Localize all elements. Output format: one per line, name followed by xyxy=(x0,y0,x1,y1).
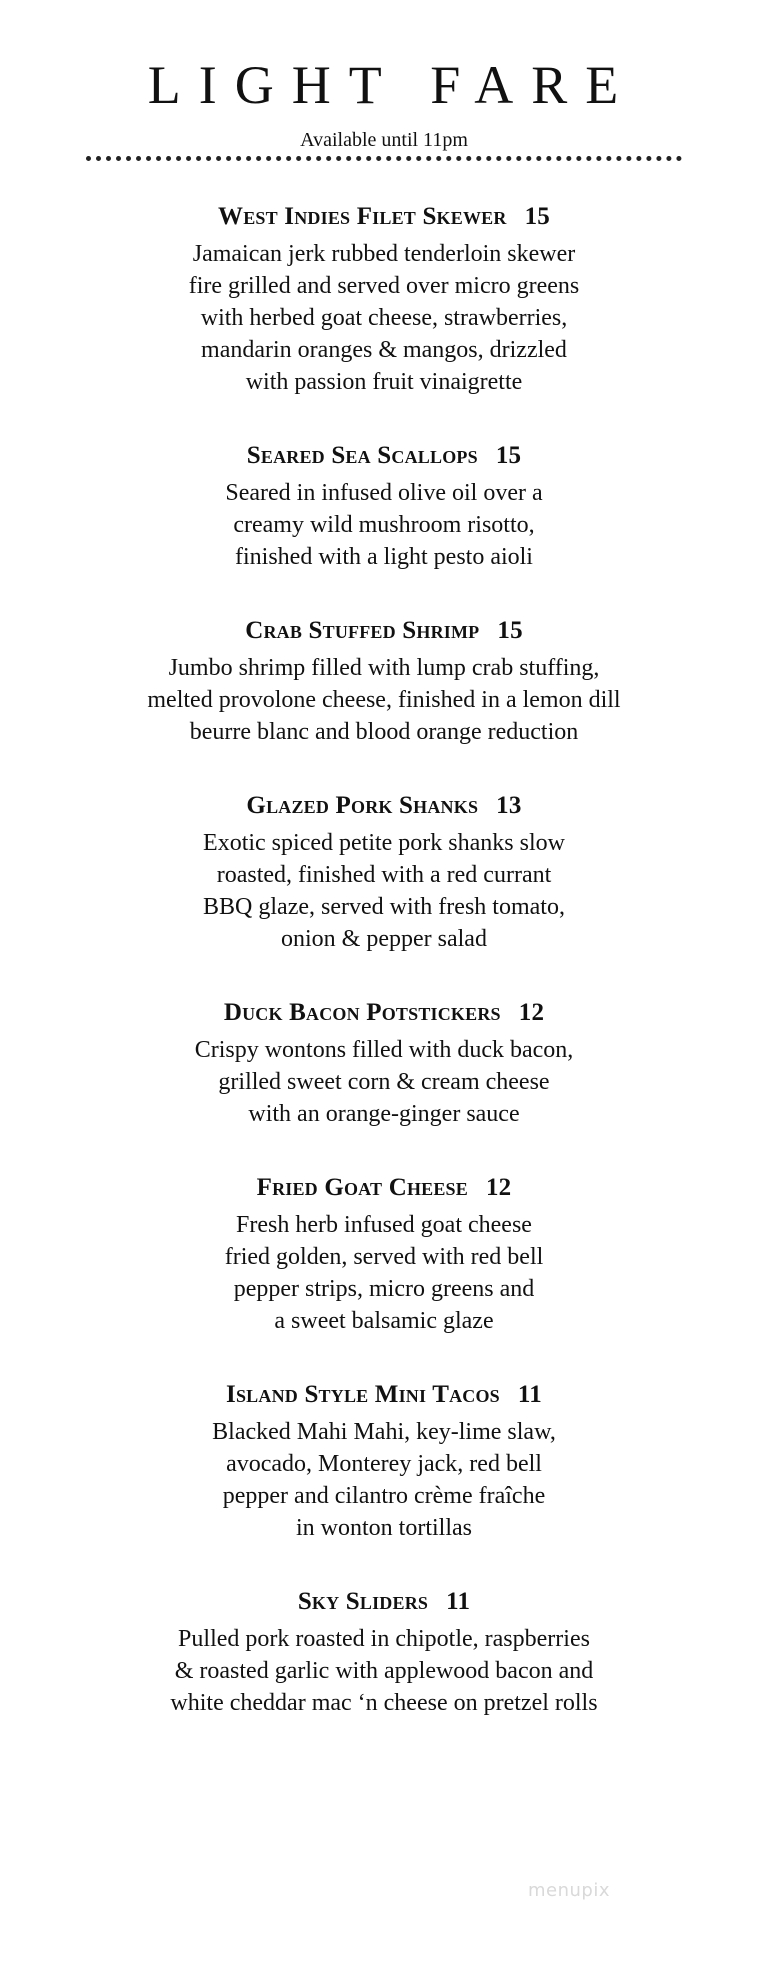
menu-item-description xyxy=(0,1209,768,1337)
menu-item-heading xyxy=(0,1171,768,1205)
description-line: beurre blanc and blood orange reduction xyxy=(189,719,579,745)
description-line: onion & pepper salad xyxy=(281,926,487,952)
description-line: in wonton tortillas xyxy=(296,1515,472,1541)
description-line: avocado, Monterey jack, red bell xyxy=(226,1451,542,1477)
menu-item-price: 15 xyxy=(495,442,522,469)
menu-item-description xyxy=(0,1623,768,1719)
description-line: Fresh herb infused goat cheese xyxy=(236,1212,532,1238)
description-line: Crispy wontons filled with duck bacon, xyxy=(194,1037,574,1063)
menu-item-name: West Indies Filet Skewer xyxy=(218,203,507,230)
description-line: BBQ glaze, served with fresh tomato, xyxy=(203,894,565,920)
menu-item-price: 15 xyxy=(524,203,550,230)
menu-item-price: 12 xyxy=(485,1174,512,1201)
description-line: with an orange-ginger sauce xyxy=(248,1101,520,1127)
menu-item-heading xyxy=(0,1585,768,1619)
menu-item-description xyxy=(0,652,768,748)
description-line: pepper strips, micro greens and xyxy=(233,1276,535,1302)
menu-item-price: 11 xyxy=(517,1381,542,1408)
menu-item-price: 11 xyxy=(446,1588,471,1615)
menu-item xyxy=(0,789,768,955)
menu-item-heading xyxy=(0,1378,768,1412)
menu-item xyxy=(0,614,768,748)
menu-item xyxy=(0,200,768,398)
menu-item-price: 12 xyxy=(518,999,545,1026)
menu-item-price: 15 xyxy=(497,617,523,644)
description-line: Jamaican jerk rubbed tenderloin skewer xyxy=(192,241,576,267)
description-line: with passion fruit vinaigrette xyxy=(245,369,523,395)
menu-item xyxy=(0,1378,768,1544)
menu-item-description xyxy=(0,238,768,398)
menu-item-description xyxy=(0,1034,768,1130)
description-line: with herbed goat cheese, strawberries, xyxy=(200,305,568,331)
menu-item-name: Fried Goat Cheese xyxy=(256,1174,468,1201)
menu-item-name: Duck Bacon Potstickers xyxy=(223,999,501,1026)
menu-item-heading xyxy=(0,614,768,648)
description-line: fire grilled and served over micro greens xyxy=(188,273,580,299)
menu-header xyxy=(0,55,768,151)
menu-item-name: Seared Sea Scallops xyxy=(246,442,478,469)
menu-item-name: Glazed Pork Shanks xyxy=(246,792,479,819)
watermark: menupix xyxy=(528,1880,611,1901)
menu-item-heading xyxy=(0,439,768,473)
description-line: Blacked Mahi Mahi, key-lime slaw, xyxy=(212,1419,556,1445)
menu-item-name: Island Style Mini Tacos xyxy=(226,1381,500,1408)
description-line: mandarin oranges & mangos, drizzled xyxy=(201,337,567,363)
menu-item xyxy=(0,439,768,573)
description-line: melted provolone cheese, finished in a lemon dill xyxy=(147,687,621,713)
dotted-divider xyxy=(86,156,682,161)
description-line: white cheddar mac ‘n cheese on pretzel rolls xyxy=(170,1690,598,1716)
menu-item-name: Crab Stuffed Shrimp xyxy=(245,617,480,644)
description-line: Jumbo shrimp filled with lump crab stuffing, xyxy=(168,655,600,681)
description-line: Pulled pork roasted in chipotle, raspberries xyxy=(178,1626,590,1652)
menu-item xyxy=(0,1171,768,1337)
description-line: & roasted garlic with applewood bacon and xyxy=(174,1658,594,1684)
menu-item-description xyxy=(0,1416,768,1544)
description-line: pepper and cilantro crème fraîche xyxy=(222,1483,546,1509)
menu-item-heading xyxy=(0,996,768,1030)
description-line: finished with a light pesto aioli xyxy=(235,544,533,570)
description-line: roasted, finished with a red currant xyxy=(216,862,552,888)
menu-item-price: 13 xyxy=(496,792,522,819)
menu-item-name: Sky Sliders xyxy=(297,1588,429,1615)
description-line: Seared in infused olive oil over a xyxy=(225,480,543,506)
description-line: fried golden, served with red bell xyxy=(224,1244,544,1270)
availability-note: Available until 11pm xyxy=(300,129,468,151)
page-title: LIGHT FARE xyxy=(147,55,637,115)
description-line: grilled sweet corn & cream cheese xyxy=(218,1069,550,1095)
menu-item-heading xyxy=(0,200,768,234)
description-line: a sweet balsamic glaze xyxy=(274,1308,494,1334)
menu-item-description xyxy=(0,827,768,955)
menu-item xyxy=(0,1585,768,1719)
description-line: creamy wild mushroom risotto, xyxy=(233,512,535,538)
menu-item-heading xyxy=(0,789,768,823)
menu-item-list xyxy=(0,200,768,1760)
menu-item-description xyxy=(0,477,768,573)
menu-item xyxy=(0,996,768,1130)
description-line: Exotic spiced petite pork shanks slow xyxy=(203,830,565,856)
